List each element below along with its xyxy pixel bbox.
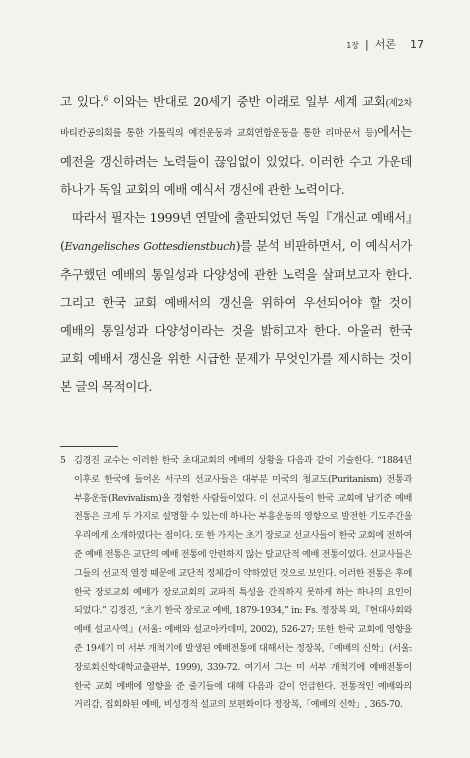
main-text bbox=[60, 88, 412, 401]
header-separator: | bbox=[365, 38, 369, 51]
footnote-text: 김경진 교수는 이러한 한국 초대교회의 예배의 상황을 다음과 같이 기술한다. “1884년 이후로 한국에 들어온 서구의 선교사들은 대부분 미국의 청교도(Puritanism) 전통과 부흥운동(Revivalism)을 경험한 사람들이었다. 이 선교사들이 한국 교회에 남기준 예배 전통은 크게 두 가지로 설명할 수 있는데 하나는 부흥운동의 영향으로 발전한 기도주간을 우리에게 소개하였다는 점이다. 또 한 가지는 초기 장로교 선교사들이 한국 교회에 전하여 준 예배 전통은 교단의 예배 전통에 안련하지 않는 탈교단적 예배 전통이었다. 선교사들은 그들의 선교적 열정 때문에 교단적 정체감이 약하였던 것으로 보인다. 이러한 전통은 후에 한국 장로교회 예배가 장로교회의 교파적 특성을 간직하지 못하게 하는 하나의 요인이 되었다.” 김경진, “초기 한국 장로교 예배, 1879-1934,” in: Fs. 정장복 외,『현대사회와 예배 설교사역』(서울: 예배와 설교아카데미, 2002), 526-27; 또한 한국 교회에 영향을 준 19세기 미 서부 개척기에 발생된 예배전통에 대해서는 정장복,「예배의 신학」(서울: 장로회신학대학교출판부, 1999), 339-72. 여기서 그는 미 서부 개척기에 예배전통이 한국 교회 예배에 영향을 준 줄기들에 대해 다음과 같이 언급한다. 전통적인 예배와의 거리감, 집회화된 예배, 비성경적 설교의 보편화이다 정장복,「예배의 신학」, 365-70. bbox=[74, 455, 412, 711]
paragraph-1-text-a: 고 있다. bbox=[60, 94, 104, 109]
section-title: 서론 bbox=[374, 38, 396, 51]
paragraph-1 bbox=[60, 88, 412, 204]
paragraph-1-aside: (제2차 바티칸공의회를 통한 가톨릭의 예전운동과 교회연합운동을 통한 리마문서 등) bbox=[60, 98, 412, 139]
footnote-number: 5 bbox=[60, 455, 66, 466]
footnote-body bbox=[60, 452, 412, 715]
paragraph-2-text-a: 따라서 필자는 1999년 연말에 출판되었던 독일『개신교 예배서』( bbox=[60, 210, 412, 253]
footnote-5 bbox=[60, 452, 412, 715]
paragraph-2-text-b: )를 분석 비판하면서, 이 예식서가 추구했던 예배의 통일성과 다양성에 관한 노력을 살펴보고자 한다. 그리고 한국 교회 예배서의 갱신을 위하여 우선되어야 할 것이 예배의 통일성과 다양성이라는 것을 밝히고자 한다. 아울러 한국 교회 예배서 갱신을 위한 시급한 문제가 무엇인가를 제시하는 것이 본 글의 목적이다. bbox=[60, 238, 412, 394]
book-title-italic: Evangelisches Gottesdienstbuch bbox=[64, 240, 236, 253]
footnote-ref-6: 6 bbox=[103, 94, 108, 103]
footnote-divider bbox=[60, 446, 118, 447]
paragraph-2 bbox=[60, 204, 412, 401]
running-header bbox=[346, 36, 424, 52]
page-number: 17 bbox=[410, 38, 424, 51]
paragraph-1-text-c: 에서는 예전을 갱신하려는 노력들이 끊임없이 있었다. 이러한 수고 가운데 하나가 독일 교회의 예배 예식서 갱신에 관한 노력이다. bbox=[60, 124, 412, 197]
paragraph-1-text-b: 이와는 반대로 20세기 중반 이래로 일부 세계 교회 bbox=[107, 94, 386, 109]
chapter-label: 1장 bbox=[346, 41, 360, 50]
